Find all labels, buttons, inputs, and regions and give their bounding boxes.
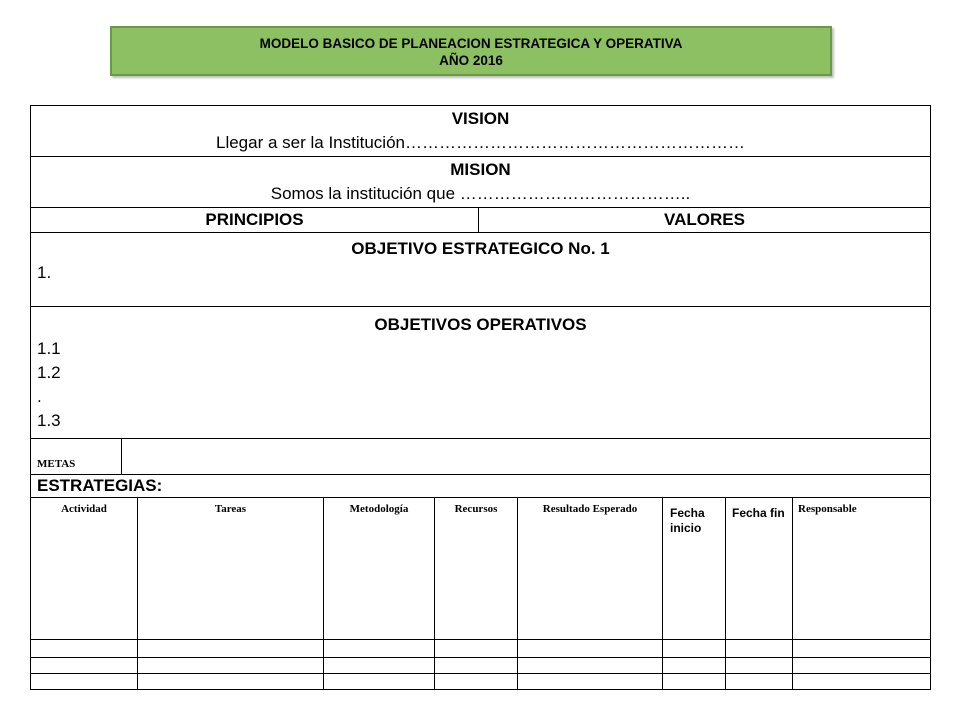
objetivo-operativo-item[interactable]: 1.1 <box>37 339 61 358</box>
banner-year: AÑO 2016 <box>439 53 503 68</box>
table-row[interactable] <box>31 640 930 657</box>
principios-valores-row <box>31 208 930 233</box>
principios-heading[interactable]: PRINCIPIOS <box>205 210 304 229</box>
objetivo-estrategico-item[interactable]: 1. <box>37 263 52 282</box>
table-row[interactable] <box>31 658 930 673</box>
metas-label: METAS <box>37 458 76 470</box>
vision-heading: VISION <box>451 109 510 128</box>
vision-text[interactable]: Llegar a ser la Institución…………………………………………………… <box>216 133 745 152</box>
column-header-responsable: Responsable <box>798 503 857 515</box>
column-header-recursos: Recursos <box>454 503 498 515</box>
column-header-fecha-fin: Fecha fin <box>732 506 785 520</box>
objetivos-operativos-heading: OBJETIVOS OPERATIVOS <box>374 315 587 334</box>
column-header-resultado: Resultado Esperado <box>542 503 638 515</box>
column-header-actividad: Actividad <box>61 503 107 515</box>
valores-heading[interactable]: VALORES <box>664 210 745 229</box>
planning-form <box>30 105 931 690</box>
objetivo-operativo-item[interactable]: 1.2 <box>37 363 61 382</box>
mision-section <box>31 157 930 208</box>
objetivo-estrategico-heading: OBJETIVO ESTRATEGICO No. 1 <box>351 239 610 258</box>
mision-text[interactable]: Somos la institución que ………………………………….. <box>270 184 691 203</box>
column-header-metodologia: Metodología <box>349 503 409 515</box>
estrategias-row <box>31 475 930 497</box>
banner-title: MODELO BASICO DE PLANEACION ESTRATEGICA Y OPERATIVA <box>259 36 683 51</box>
objetivo-operativo-item[interactable]: . <box>37 387 42 406</box>
vision-section <box>31 106 930 157</box>
mision-heading: MISION <box>450 160 511 179</box>
title-banner <box>110 26 832 76</box>
estrategias-heading: ESTRATEGIAS: <box>37 476 163 495</box>
metas-field[interactable] <box>122 439 930 474</box>
table-row[interactable] <box>31 674 930 690</box>
metas-row <box>31 439 930 475</box>
table-row[interactable] <box>31 498 930 639</box>
column-header-fecha-inicio: Fecha inicio <box>670 506 705 535</box>
objetivo-operativo-item[interactable]: 1.3 <box>37 411 61 430</box>
strategy-table <box>31 497 930 690</box>
objetivos-operativos-section <box>31 307 930 439</box>
objetivo-estrategico-section <box>31 233 930 307</box>
column-header-tareas: Tareas <box>214 503 247 515</box>
